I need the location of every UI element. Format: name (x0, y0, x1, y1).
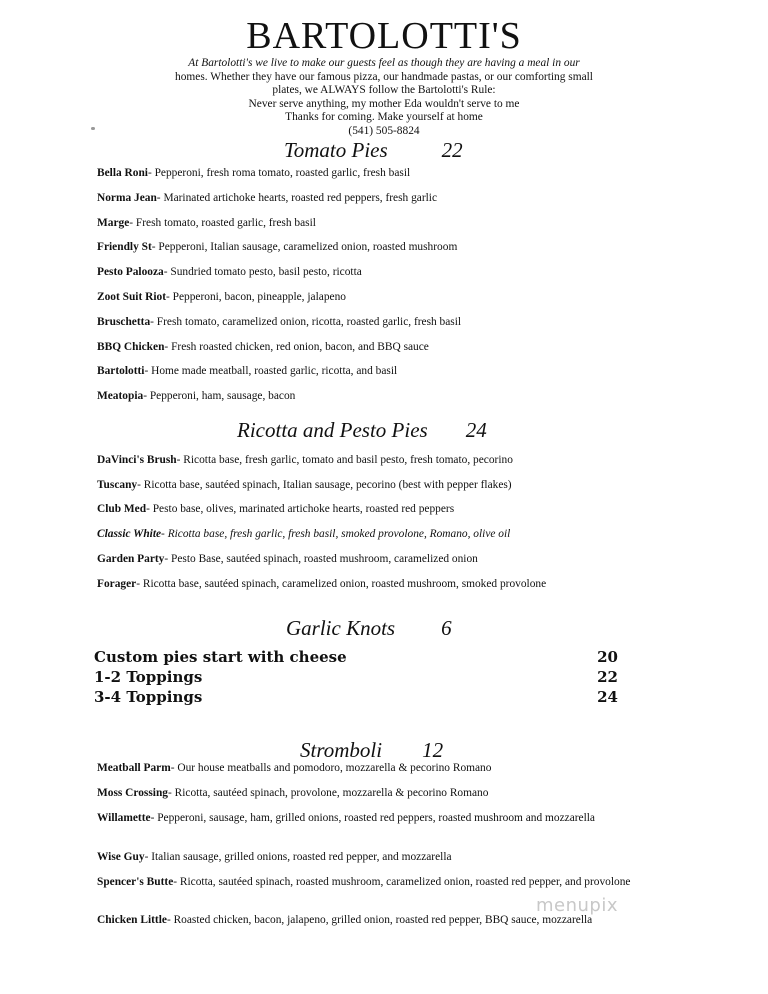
menu-item (97, 914, 667, 928)
item-desc: - Ricotta, sautéed spinach, roasted mushroom, caramelized onion, roasted red pepper, and provolone (173, 876, 631, 888)
item-desc: - Pesto Base, sautéed spinach, roasted mushroom, caramelized onion (164, 553, 478, 565)
item-name: Classic White (97, 528, 162, 540)
menu-item (97, 812, 667, 826)
menu-item (97, 479, 667, 493)
item-desc: - Pepperoni, Italian sausage, caramelized onion, roasted mushroom (151, 241, 458, 253)
item-name: Club Med (97, 503, 147, 515)
item-desc: - Ricotta, sautéed spinach, provolone, mozzarella & pecorino Romano (168, 787, 489, 799)
item-name: Marge (97, 217, 130, 229)
menu-item (97, 762, 667, 776)
item-desc: - Sundried tomato pesto, basil pesto, ricotta (163, 266, 362, 278)
section-title: Ricotta and Pesto Pies (237, 418, 428, 442)
custom-price: 22 (597, 668, 618, 686)
item-name: Spencer's Butte (97, 876, 174, 888)
item-name: DaVinci's Brush (97, 454, 177, 466)
menu-item (97, 851, 667, 865)
item-name: BBQ Chicken (97, 341, 165, 353)
custom-price: 20 (597, 648, 618, 666)
item-desc: - Ricotta base, fresh garlic, tomato and basil pesto, fresh tomato, pecorino (176, 454, 513, 466)
item-name: Tuscany (97, 479, 138, 491)
item-desc: - Fresh tomato, roasted garlic, fresh basil (129, 217, 316, 229)
menu-item (97, 316, 667, 330)
intro-line: homes. Whether they have our famous pizza, our handmade pastas, or our comforting small (175, 70, 593, 83)
menu-item (97, 876, 667, 890)
item-desc: - Home made meatball, roasted garlic, ricotta, and basil (144, 365, 398, 377)
section-price: 24 (465, 418, 487, 442)
item-name: Meatball Parm (97, 762, 171, 774)
item-name: Garden Party (97, 553, 165, 565)
item-desc: - Fresh roasted chicken, red onion, bacon, and BBQ sauce (164, 341, 429, 353)
item-desc: - Ricotta base, sautéed spinach, caramelized onion, roasted mushroom, smoked provolone (136, 578, 547, 590)
item-desc: - Marinated artichoke hearts, roasted red peppers, fresh garlic (156, 192, 438, 204)
section-tomato-pies (284, 138, 463, 162)
custom-price: 24 (597, 688, 618, 706)
menu-item (97, 365, 667, 379)
intro-line: plates, we ALWAYS follow the Bartolotti's Rule: (272, 84, 496, 97)
section-price: 6 (441, 616, 452, 640)
intro-line: Never serve anything, my mother Eda wouldn't serve to me (248, 97, 520, 110)
menu-item (97, 341, 667, 355)
item-name: Bella Roni (97, 167, 148, 179)
watermark: menupix (536, 895, 619, 916)
phone-number: (541) 505-8824 (348, 124, 420, 137)
section-stromboli (300, 738, 443, 762)
intro-line: Thanks for coming. Make yourself at home (285, 111, 483, 124)
item-name: Norma Jean (97, 192, 157, 204)
custom-label: 1-2 Toppings (94, 668, 203, 686)
menu-item (97, 390, 667, 404)
item-name: Forager (97, 578, 137, 590)
item-desc: - Italian sausage, grilled onions, roasted red pepper, and mozzarella (144, 851, 452, 863)
custom-label: Custom pies start with cheese (94, 648, 347, 666)
item-name: Wise Guy (97, 851, 145, 863)
item-desc: - Pepperoni, ham, sausage, bacon (143, 390, 296, 402)
section-price: 22 (441, 138, 463, 162)
item-name: Bruschetta (97, 316, 151, 328)
item-name: Chicken Little (97, 914, 167, 926)
item-desc: - Our house meatballs and pomodoro, mozzarella & pecorino Romano (170, 762, 492, 774)
menu-item (97, 578, 667, 592)
section-price: 12 (422, 738, 444, 762)
section-title: Tomato Pies (284, 138, 388, 162)
menu-item (97, 217, 667, 231)
item-desc: - Pepperoni, fresh roma tomato, roasted garlic, fresh basil (147, 167, 411, 179)
menu-item (97, 454, 667, 468)
item-name: Bartolotti (97, 365, 145, 377)
menu-item (97, 266, 667, 280)
item-desc: - Pepperoni, bacon, pineapple, jalapeno (165, 291, 346, 303)
item-desc: - Roasted chicken, bacon, jalapeno, grilled onion, roasted red pepper, BBQ sauce, mozzarella (166, 914, 593, 926)
item-name: Willamette (97, 812, 151, 824)
menu-item (97, 241, 667, 255)
item-name: Friendly St (97, 241, 152, 253)
menu-item (97, 553, 667, 567)
item-name: Pesto Palooza (97, 266, 164, 278)
section-garlic-knots (286, 616, 452, 640)
speck-mark (91, 127, 95, 130)
item-desc: - Pepperoni, sausage, ham, grilled onions, roasted red peppers, roasted mushroom and mozzarella (150, 812, 595, 824)
item-name: Meatopia (97, 390, 144, 402)
section-ricotta-pesto-pies (237, 418, 487, 442)
menu-item (97, 192, 667, 206)
menu-item (97, 503, 667, 517)
intro-line: At Bartolotti's we live to make our guests feel as though they are having a meal in our (188, 57, 580, 69)
item-desc: - Ricotta base, sautéed spinach, Italian sausage, pecorino (best with pepper flakes) (137, 479, 512, 491)
item-desc: - Ricotta base, fresh garlic, fresh basil, smoked provolone, Romano, olive oil (161, 528, 511, 540)
menu-item (97, 787, 667, 801)
item-name: Moss Crossing (97, 787, 168, 799)
custom-label: 3-4 Toppings (94, 688, 203, 706)
menu-item (97, 167, 667, 181)
restaurant-title: BARTOLOTTI'S (246, 15, 522, 57)
section-title: Garlic Knots (286, 616, 396, 640)
item-name: Zoot Suit Riot (97, 291, 166, 303)
menu-item (97, 291, 667, 305)
item-desc: - Fresh tomato, caramelized onion, ricotta, roasted garlic, fresh basil (150, 316, 462, 328)
intro-text (90, 57, 678, 139)
section-title: Stromboli (300, 738, 383, 762)
menu-item (97, 528, 667, 542)
item-desc: - Pesto base, olives, marinated artichoke hearts, roasted red peppers (146, 503, 455, 515)
